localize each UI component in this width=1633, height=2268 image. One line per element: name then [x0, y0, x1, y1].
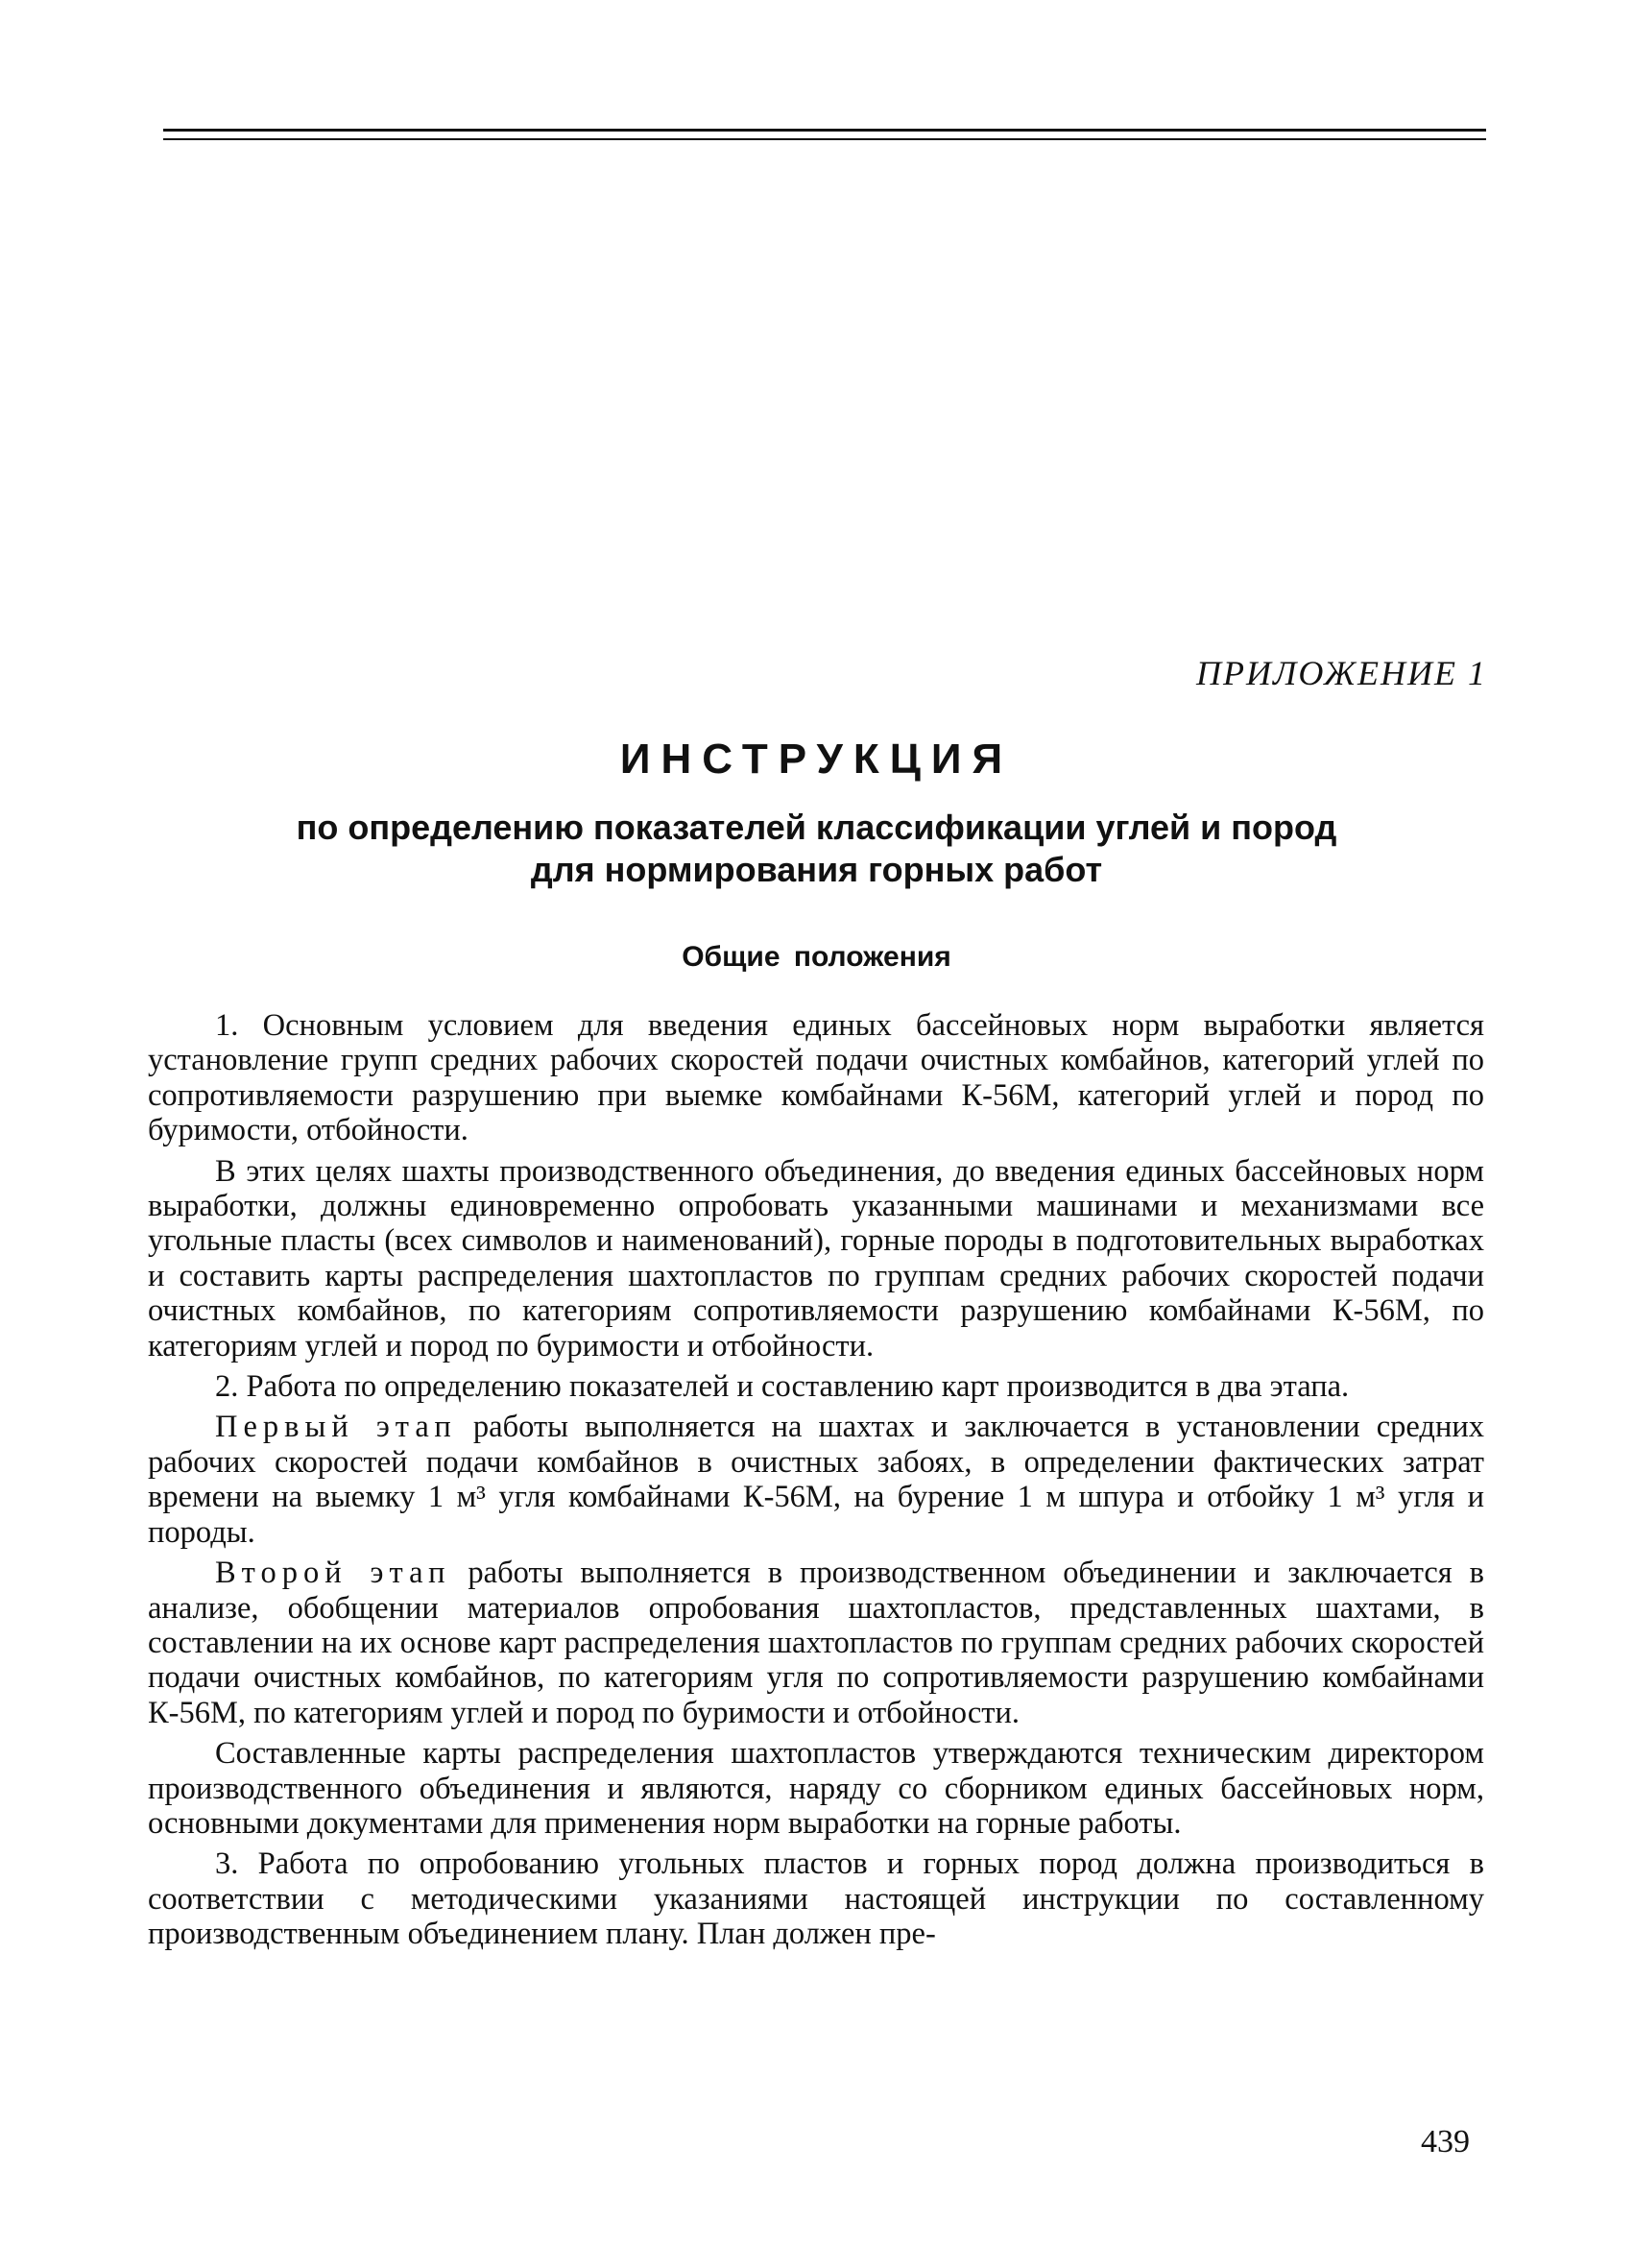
page-number: 439 — [1421, 2124, 1470, 2159]
paragraph-5 — [148, 1556, 1484, 1730]
appendix-label: ПРИЛОЖЕНИЕ 1 — [1196, 654, 1487, 692]
paragraph-4-text: работы выполняется на шахтах и заключается в установлении средних рабочих скоростей подачи комбайнов в очистных забоях, в определении фактических затрат времени на выемку 1 м³ угля комбайнами К-56М, на бурение 1 м шпура и отбойку 1 м³ угля и породы. — [148, 1410, 1484, 1550]
document-subtitle — [0, 807, 1633, 891]
paragraph-2: В этих целях шахты производственного объединения, до введения единых бассейновых норм выработки, должны единовременно опробовать указанными машинами и механизмами все угольные пласты (всех символов и наименований), горные породы в подготовительных выработках и составить карты распределения шахтопластов по группам средних рабочих скоростей подачи очистных комбайнов, по категориям сопротивляемости разрушению комбайнами К-56М, по категориям углей и пород по буримости и отбойности. — [148, 1153, 1484, 1363]
paragraph-7: 3. Работа по опробованию угольных пластов и горных пород должна производиться в соответствии с методическими указаниями настоящей инструкции по составленному производственным объединением плану. План должен пре- — [148, 1846, 1484, 1952]
paragraph-1: 1. Основным условием для введения единых бассейновых норм выработки является установление групп средних рабочих скоростей подачи очистных комбайнов, категорий углей по сопротивляемости разрушению при выемке комбайнами К-56М, категорий углей и пород по буримости, отбойности. — [148, 1008, 1484, 1148]
first-stage-term: Первый этап — [215, 1410, 457, 1445]
paragraph-4 — [148, 1410, 1484, 1550]
subtitle-line-2: для нормирования горных работ — [530, 850, 1103, 889]
header-rule-top — [163, 129, 1486, 132]
paragraph-5-text: работы выполняется в производственном объединении и заключается в анализе, обобщении материалов опробования шахтопластов, представленных шахтами, в составлении на их основе карт распределения шахтопластов по группам средних рабочих скоростей подачи очистных комбайнов, по категориям угля по сопротивляемости разрушению комбайнами К-56М, по категориям углей и пород по буримости и отбойности. — [148, 1556, 1484, 1730]
paragraph-6: Составленные карты распределения шахтопластов утверждаются техническим директором производственного объединения и являются, наряду со сборником единых бассейновых норм, основными документами для применения норм выработки на горные работы. — [148, 1736, 1484, 1841]
second-stage-term: Второй этап — [215, 1556, 451, 1591]
paragraph-3: 2. Работа по определению показателей и составлению карт производится в два этапа. — [215, 1369, 1350, 1405]
section-heading: Общие положения — [682, 941, 951, 973]
document-title: ИНСТРУКЦИЯ — [619, 736, 1014, 783]
header-rule-bottom — [163, 138, 1486, 140]
body-text — [148, 1008, 1484, 1958]
subtitle-line-1: по определению показателей классификации углей и пород — [296, 808, 1337, 847]
